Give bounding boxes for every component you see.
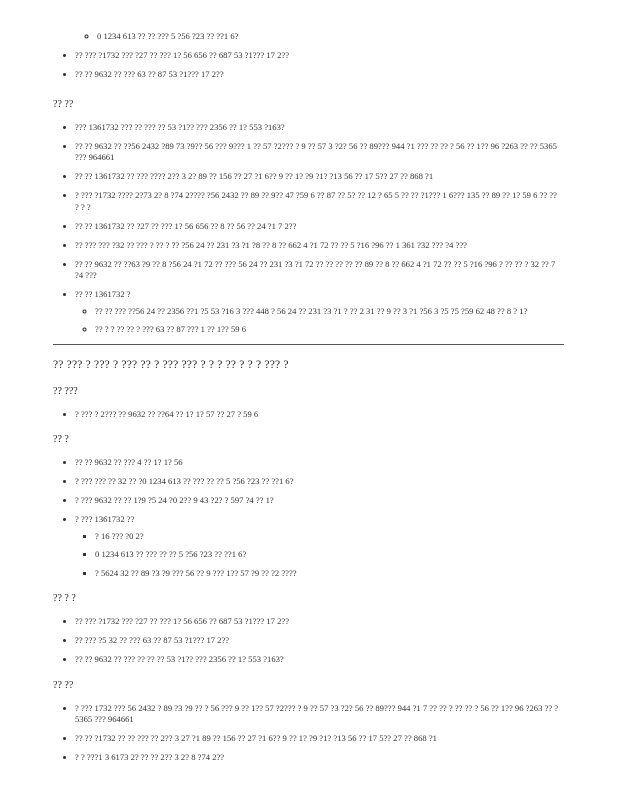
section-list (0, 122, 560, 336)
list-item: ◦ 0 1234 613 ?? ?? ??? 5 ?56 ?23 ?? ??1 6? (97, 31, 618, 43)
intro-list (0, 50, 618, 81)
list-item-label: ?? ?? 1361732 ? (75, 289, 131, 299)
section-heading: ?? ??? (53, 385, 78, 397)
intro-section (0, 31, 618, 81)
nested-list-item: ▪ ? 16 ??? ?0 2? (95, 531, 618, 543)
section-heading: ?? ? (53, 434, 69, 445)
section-list (0, 703, 560, 764)
section-heading: ?? ? ? (53, 593, 76, 604)
section-heading: ?? ?? (53, 98, 74, 110)
section-list (0, 409, 618, 421)
intro-sublist (0, 31, 618, 43)
list-item: • ?? ?? 9632 ?? ??? 4 ?? 1? 1? 56 (75, 457, 618, 469)
list-item (75, 514, 618, 579)
main-heading: ?? ??? ? ??? ? ??? ?? ? ??? ??? ? ? ? ?? ? ? ? ??? ? (53, 358, 289, 371)
list-item: • ?? ??? ??? ?32 ?? ??? ? ?? ? ?? ?56 24 ?? 231 ?3 ?1 ?8 ?? 8 ?? 662 4 ?1 72 ?? ?? 5 ?16 ?96 ?? 1 361 ?32 ??? ?4 ??? (75, 240, 560, 252)
nested-list-item: ◦ ?? ?? ??? ??56 24 ?? 2356 ??1 ?5 53 ?16 3 ??? 448 ? 56 24 ?? 231 ?3 ?1 ? ?? 2 31 ?? 9 ?? 3 ?1 ?56 3 ?5 ?5 ?59 62 48 ?? 8 ? 1? (95, 306, 560, 318)
section-heading: ?? ?? (53, 679, 74, 691)
nested-list-item: ▪ ? 5624 32 ?? 89 ?3 ?9 ??? 56 ?? 9 ??? 1?? 57 ?9 ?? ?2 ???? (95, 568, 618, 580)
nested-list (75, 306, 560, 336)
list-item: • ?? ?? ?1732 ?? ?? ??? ?? 2?? 3 27 ?1 89 ?? 156 ?? 27 ?1 6?? 9 ?? 1? ?9 ?1? ?13 56 ?? 17 5?? 27 ?? 868 ?1 (75, 733, 560, 745)
section-divider (53, 344, 564, 345)
list-item: • ?? ?? 1361732 ?? ?27 ?? ??? 1? 56 656 ?? 8 ?? 56 ?? 24 ?1 7 2?? (75, 221, 560, 233)
list-item: • ? ??? ? 2??? ?? 9632 ?? ??64 ?? 1? 1? 57 ?? 27 ? 59 6 (75, 409, 618, 421)
section-list (0, 616, 618, 666)
list-item: • ? ??? ??? ?? 32 ?? ?0 1234 613 ?? ??? ?? ?? 5 ?56 ?23 ?? ??1 6? (75, 476, 618, 488)
list-item: • ? ??? ?1732 ???? 2?73 2? 8 ?74 2???? ?56 2432 ?? 89 ?? 9?? 47 ?59 6 ?? 87 ?? 5? ?? 12 ? 65 5 ?? ?? ?1??? 1 6??? 135 ?? 89 ?? 1? 59 6 ?? ?? ? ? ? (75, 190, 560, 213)
list-item: • ?? ??? ?5 32 ?? ??? 63 ?? 87 53 ?1??? 17 2?? (75, 635, 618, 647)
list-item: • ?? ??? ?1732 ??? ?27 ?? ??? 1? 56 656 ?? 687 53 ?1??? 17 2?? (75, 50, 618, 62)
list-item: • ?? ?? 9632 ?? ??56 2432 ?89 73 ?9?? 56 ??? 9??? 1 ?? 57 ?2??? ? 9 ?? 57 3 ?2? 56 ?? 89??? 944 ?1 ??? ?? ?? ? 56 ?? 1?? 96 ?263 ?? ?? 5365 ??? 964661 (75, 141, 560, 164)
list-item: • ? ??? 9632 ?? ?? 1?9 ?5 24 ?0 2?? 9 43 ?2? ? 597 ?4 ?? 1? (75, 495, 618, 507)
list-item: • ?? ?? 9632 ?? ??63 ?9 ?? 8 ?56 24 ?1 72 ?? ??? 56 24 ?? 231 ?3 ?1 72 ?? ?? ?? ?? ?? 89 ?? 8 ?? 662 4 ?1 72 ?? ?? 5 ?16 ?96 ? ?? ?? ? 32 ?? 7 ?4 ??? (75, 259, 560, 282)
list-item: • ??? 1361732 ??? ?? ??? ?? 53 ?1?? ??? 2356 ?? 1? 553 ?163? (75, 122, 560, 134)
nested-list (75, 531, 618, 580)
list-item: • ?? ??? ?1732 ??? ?27 ?? ??? 1? 56 656 ?? 687 53 ?1??? 17 2?? (75, 616, 618, 628)
nested-list-item: ◦ ?? ? ? ?? ?? ? ??? 63 ?? 87 ??? 1 ?? 1?? 59 6 (95, 324, 560, 336)
list-item: • ? ? ???1 3 6173 2? ?? ?? 2?? 3 2? 8 ?74 2?? (75, 752, 560, 764)
nested-list-item: ▪ 0 1234 613 ?? ??? ?? ?? 5 ?56 ?23 ?? ??1 6? (95, 549, 618, 561)
section-list (0, 457, 618, 579)
list-item: • ?? ?? 1361732 ?? ??? ???? 2?? 3 2? 89 ?? 156 ?? 27 ?1 6?? 9 ?? 1? ?9 ?1? ?13 56 ?? 17 5?? 27 ?? 868 ?1 (75, 171, 560, 183)
list-item: • ?? ?? 9632 ?? ??? 63 ?? 87 53 ?1??? 17 2?? (75, 69, 618, 81)
list-item: • ?? ?? 9632 ?? ??? ?? ?? ?? 53 ?1?? ??? 2356 ?? 1? 553 ?163? (75, 654, 618, 666)
list-item: • ? ??? 1732 ??? 56 2432 ? 89 ?3 ?9 ?? ? 56 ??? 9 ?? 1?? 57 ?2??? ? 9 ?? 57 ?3 ?2? 56 ?? 89??? 944 ?1 7 ?? ?? ? ?? ?? ? 56 ?? 1?? 96 ?263 ?? ?5365 ??? 964661 (75, 703, 560, 726)
list-item (75, 289, 560, 336)
list-item-label: ? ??? 1361732 ?? (75, 514, 135, 524)
